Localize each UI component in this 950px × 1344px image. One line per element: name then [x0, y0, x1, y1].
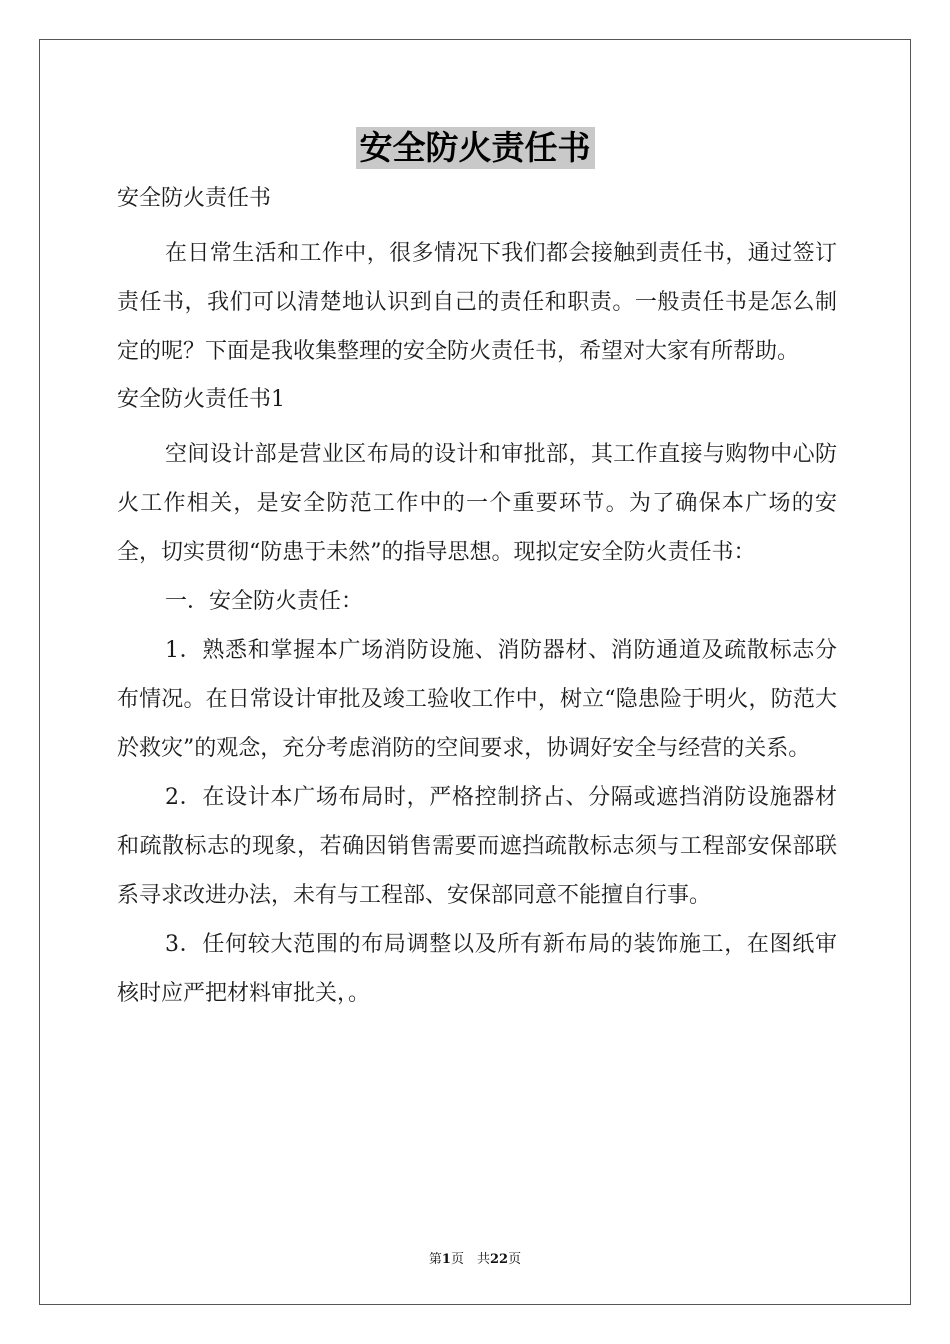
document-body	[117, 180, 837, 1018]
page-number: 1	[441, 1252, 451, 1267]
subtitle: 安全防火责任书	[117, 186, 272, 211]
list-item: 2．在设计本广场布局时，严格控制挤占、分隔或遮挡消防设施器材和疏散标志的现象，若确因销售需要而遮挡疏散标志须与工程部安保部联系寻求改进办法，未有与工程部、安保部同意不能擅自行事。	[117, 785, 837, 908]
section-heading: 安全防火责任书1	[117, 387, 285, 412]
list-item: 1．熟悉和掌握本广场消防设施、消防器材、消防通道及疏散标志分布情况。在日常设计审批及竣工验收工作中，树立“隐患险于明火，防范大於救灾”的观念，充分考虑消防的空间要求，协调好安全与经营的关系。	[117, 638, 837, 761]
page-footer	[0, 1248, 950, 1267]
part-heading: 一．安全防火责任：	[165, 589, 364, 614]
page-title: 安全防火责任书	[356, 127, 595, 169]
total-pages: 22	[489, 1252, 509, 1267]
footer-prefix: 第	[428, 1252, 442, 1267]
list-item: 3．任何较大范围的布局调整以及所有新布局的装饰施工，在图纸审核时应严把材料审批关，。	[117, 932, 837, 1006]
intro-paragraph: 在日常生活和工作中，很多情况下我们都会接触到责任书，通过签订责任书，我们可以清楚地认识到自己的责任和职责。一般责任书是怎么制定的呢？下面是我收集整理的安全防火责任书，希望对大家有所帮助。	[117, 241, 837, 364]
section-intro-paragraph: 空间设计部是营业区布局的设计和审批部，其工作直接与购物中心防火工作相关，是安全防范工作中的一个重要环节。为了确保本广场的安全，切实贯彻“防患于未然”的指导思想。现拟定安全防火责任书：	[117, 442, 837, 565]
footer-middle: 页 共	[450, 1252, 490, 1267]
title-area	[0, 127, 950, 169]
footer-suffix: 页	[508, 1252, 522, 1267]
